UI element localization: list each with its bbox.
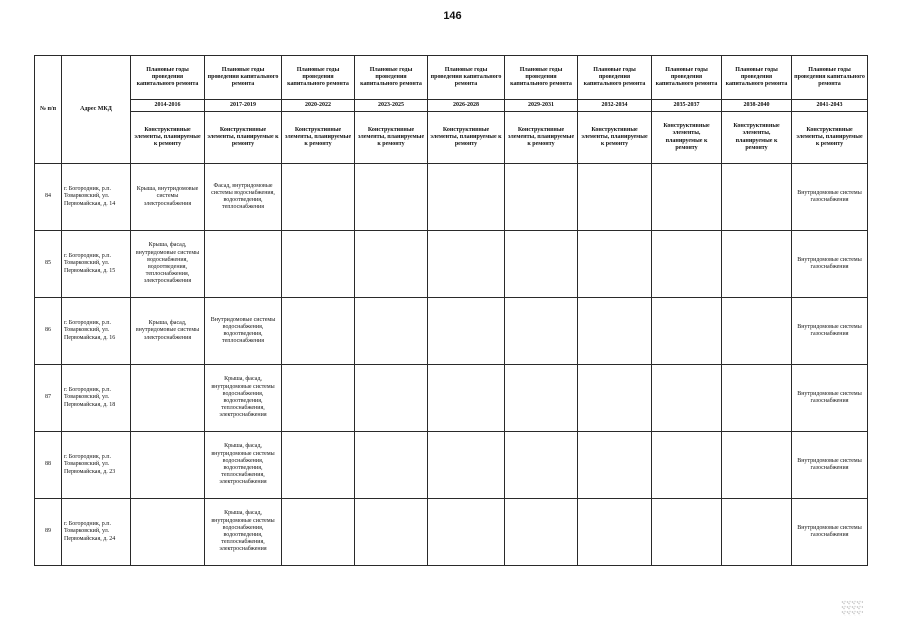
repair-cell	[131, 365, 205, 432]
period-cell: 2014-2016	[131, 100, 205, 112]
elements-header: Конструктивные элементы, планируемые к ремонту	[722, 112, 792, 164]
repair-cell: Крыша, внутридомовые системы электроснабжения	[131, 164, 205, 231]
repair-cell	[505, 432, 578, 499]
elements-header: Конструктивные элементы, планируемые к ремонту	[505, 112, 578, 164]
repair-cell	[652, 365, 722, 432]
repair-cell: Внутридомовые системы газоснабжения	[792, 432, 868, 499]
repair-cell	[282, 365, 355, 432]
repair-cell	[355, 365, 428, 432]
row-number: 84	[35, 164, 62, 231]
repair-cell	[428, 432, 505, 499]
row-address: г. Богородник, р.п. Товарковский, ул. Первомайская, д. 24	[62, 499, 131, 566]
row-number: 88	[35, 432, 62, 499]
repair-cell	[282, 164, 355, 231]
repair-cell: Внутридомовые системы газоснабжения	[792, 499, 868, 566]
header-planned-years: Плановые годы проведения капитального ремонта	[355, 56, 428, 100]
repair-cell	[131, 432, 205, 499]
row-number: 86	[35, 298, 62, 365]
capital-repair-table	[34, 55, 868, 566]
header-planned-years: Плановые годы проведения капитального ремонта	[505, 56, 578, 100]
repair-cell	[722, 298, 792, 365]
header-planned-years: Плановые годы проведения капитального ремонта	[428, 56, 505, 100]
header-planned-years: Плановые годы проведения капитального ремонта	[131, 56, 205, 100]
repair-cell	[722, 432, 792, 499]
repair-cell	[131, 499, 205, 566]
repair-cell	[578, 231, 652, 298]
repair-cell	[652, 298, 722, 365]
repair-cell: Крыша, фасад, внутридомовые системы водоснабжения, водоотведения, теплоснабжения, электроснабжения	[205, 432, 282, 499]
repair-cell	[652, 231, 722, 298]
repair-cell	[428, 231, 505, 298]
repair-cell	[505, 499, 578, 566]
repair-cell	[428, 298, 505, 365]
period-cell: 2038-2040	[722, 100, 792, 112]
repair-cell	[505, 231, 578, 298]
repair-cell	[652, 499, 722, 566]
repair-cell	[505, 298, 578, 365]
row-address: г. Богородник, р.п. Товарковский, ул. Первомайская, д. 23	[62, 432, 131, 499]
repair-cell	[428, 365, 505, 432]
repair-cell: Внутридомовые системы газоснабжения	[792, 164, 868, 231]
period-cell: 2035-2037	[652, 100, 722, 112]
repair-cell	[505, 164, 578, 231]
repair-cell: Крыша, фасад, внутридомовые системы электроснабжения	[131, 298, 205, 365]
repair-cell	[428, 164, 505, 231]
header-planned-years: Плановые годы проведения капитального ремонта	[282, 56, 355, 100]
repair-cell	[578, 365, 652, 432]
repair-cell: Внутридомовые системы водоснабжения, водоотведения, теплоснабжения	[205, 298, 282, 365]
table-row	[35, 164, 868, 231]
repair-cell	[722, 499, 792, 566]
page-number: 146	[443, 10, 462, 22]
repair-cell: Внутридомовые системы газоснабжения	[792, 231, 868, 298]
table-row	[35, 499, 868, 566]
elements-header: Конструктивные элементы, планируемые к ремонту	[282, 112, 355, 164]
header-num: № п/п	[35, 56, 62, 164]
repair-cell	[205, 231, 282, 298]
repair-cell: Фасад, внутридомовые системы водоснабжения, водоотведения, теплоснабжения	[205, 164, 282, 231]
table-row	[35, 298, 868, 365]
row-address: г. Богородник, р.п. Товарковский, ул. Первомайская, д. 15	[62, 231, 131, 298]
row-address: г. Богородник, р.п. Товарковский, ул. Первомайская, д. 18	[62, 365, 131, 432]
row-number: 87	[35, 365, 62, 432]
header-address: Адрес МКД	[62, 56, 131, 164]
repair-cell	[722, 164, 792, 231]
header-planned-years: Плановые годы проведения капитального ремонта	[792, 56, 868, 100]
period-cell: 2041-2043	[792, 100, 868, 112]
repair-cell	[578, 499, 652, 566]
repair-cell: Крыша, фасад, внутридомовые системы водоснабжения, водоотведения, теплоснабжения, электроснабжения	[205, 499, 282, 566]
repair-cell	[428, 499, 505, 566]
header-planned-years: Плановые годы проведения капитального ремонта	[652, 56, 722, 100]
repair-cell	[282, 499, 355, 566]
repair-cell	[355, 231, 428, 298]
repair-cell	[355, 298, 428, 365]
elements-header: Конструктивные элементы, планируемые к ремонту	[205, 112, 282, 164]
repair-cell	[652, 164, 722, 231]
repair-cell	[578, 164, 652, 231]
row-number: 85	[35, 231, 62, 298]
repair-cell	[355, 164, 428, 231]
repair-cell	[282, 231, 355, 298]
elements-header: Конструктивные элементы, планируемые к ремонту	[578, 112, 652, 164]
repair-cell	[355, 499, 428, 566]
elements-header: Конструктивные элементы, планируемые к ремонту	[792, 112, 868, 164]
period-cell: 2017-2019	[205, 100, 282, 112]
repair-cell: Внутридомовые системы газоснабжения	[792, 365, 868, 432]
row-address: г. Богородник, р.п. Товарковский, ул. Первомайская, д. 16	[62, 298, 131, 365]
period-cell: 2026-2028	[428, 100, 505, 112]
row-address: г. Богородник, р.п. Товарковский, ул. Первомайская, д. 14	[62, 164, 131, 231]
repair-cell	[505, 365, 578, 432]
repair-cell	[282, 432, 355, 499]
repair-cell	[722, 231, 792, 298]
repair-cell	[722, 365, 792, 432]
repair-cell	[578, 432, 652, 499]
repair-cell	[282, 298, 355, 365]
elements-header: Конструктивные элементы, планируемые к ремонту	[131, 112, 205, 164]
header-planned-years: Плановые годы проведения капитального ремонта	[205, 56, 282, 100]
period-cell: 2020-2022	[282, 100, 355, 112]
repair-cell: Крыша, фасад, внутридомовые системы водоснабжения, водоотведения, теплоснабжения, электроснабжения	[205, 365, 282, 432]
period-cell: 2029-2031	[505, 100, 578, 112]
header-planned-years: Плановые годы проведения капитального ремонта	[722, 56, 792, 100]
header-planned-years: Плановые годы проведения капитального ремонта	[578, 56, 652, 100]
repair-cell: Внутридомовые системы газоснабжения	[792, 298, 868, 365]
scan-noise	[841, 600, 863, 616]
repair-cell	[652, 432, 722, 499]
table-row	[35, 365, 868, 432]
period-cell: 2023-2025	[355, 100, 428, 112]
row-number: 89	[35, 499, 62, 566]
repair-cell	[355, 432, 428, 499]
repair-cell	[578, 298, 652, 365]
elements-header: Конструктивные элементы, планируемые к ремонту	[652, 112, 722, 164]
elements-header: Конструктивные элементы, планируемые к ремонту	[355, 112, 428, 164]
period-cell: 2032-2034	[578, 100, 652, 112]
elements-header: Конструктивные элементы, планируемые к ремонту	[428, 112, 505, 164]
table-row	[35, 231, 868, 298]
repair-cell: Крыша, фасад, внутридомовые системы водоснабжения, водоотведения, теплоснабжения, электроснабжения	[131, 231, 205, 298]
table-row	[35, 432, 868, 499]
